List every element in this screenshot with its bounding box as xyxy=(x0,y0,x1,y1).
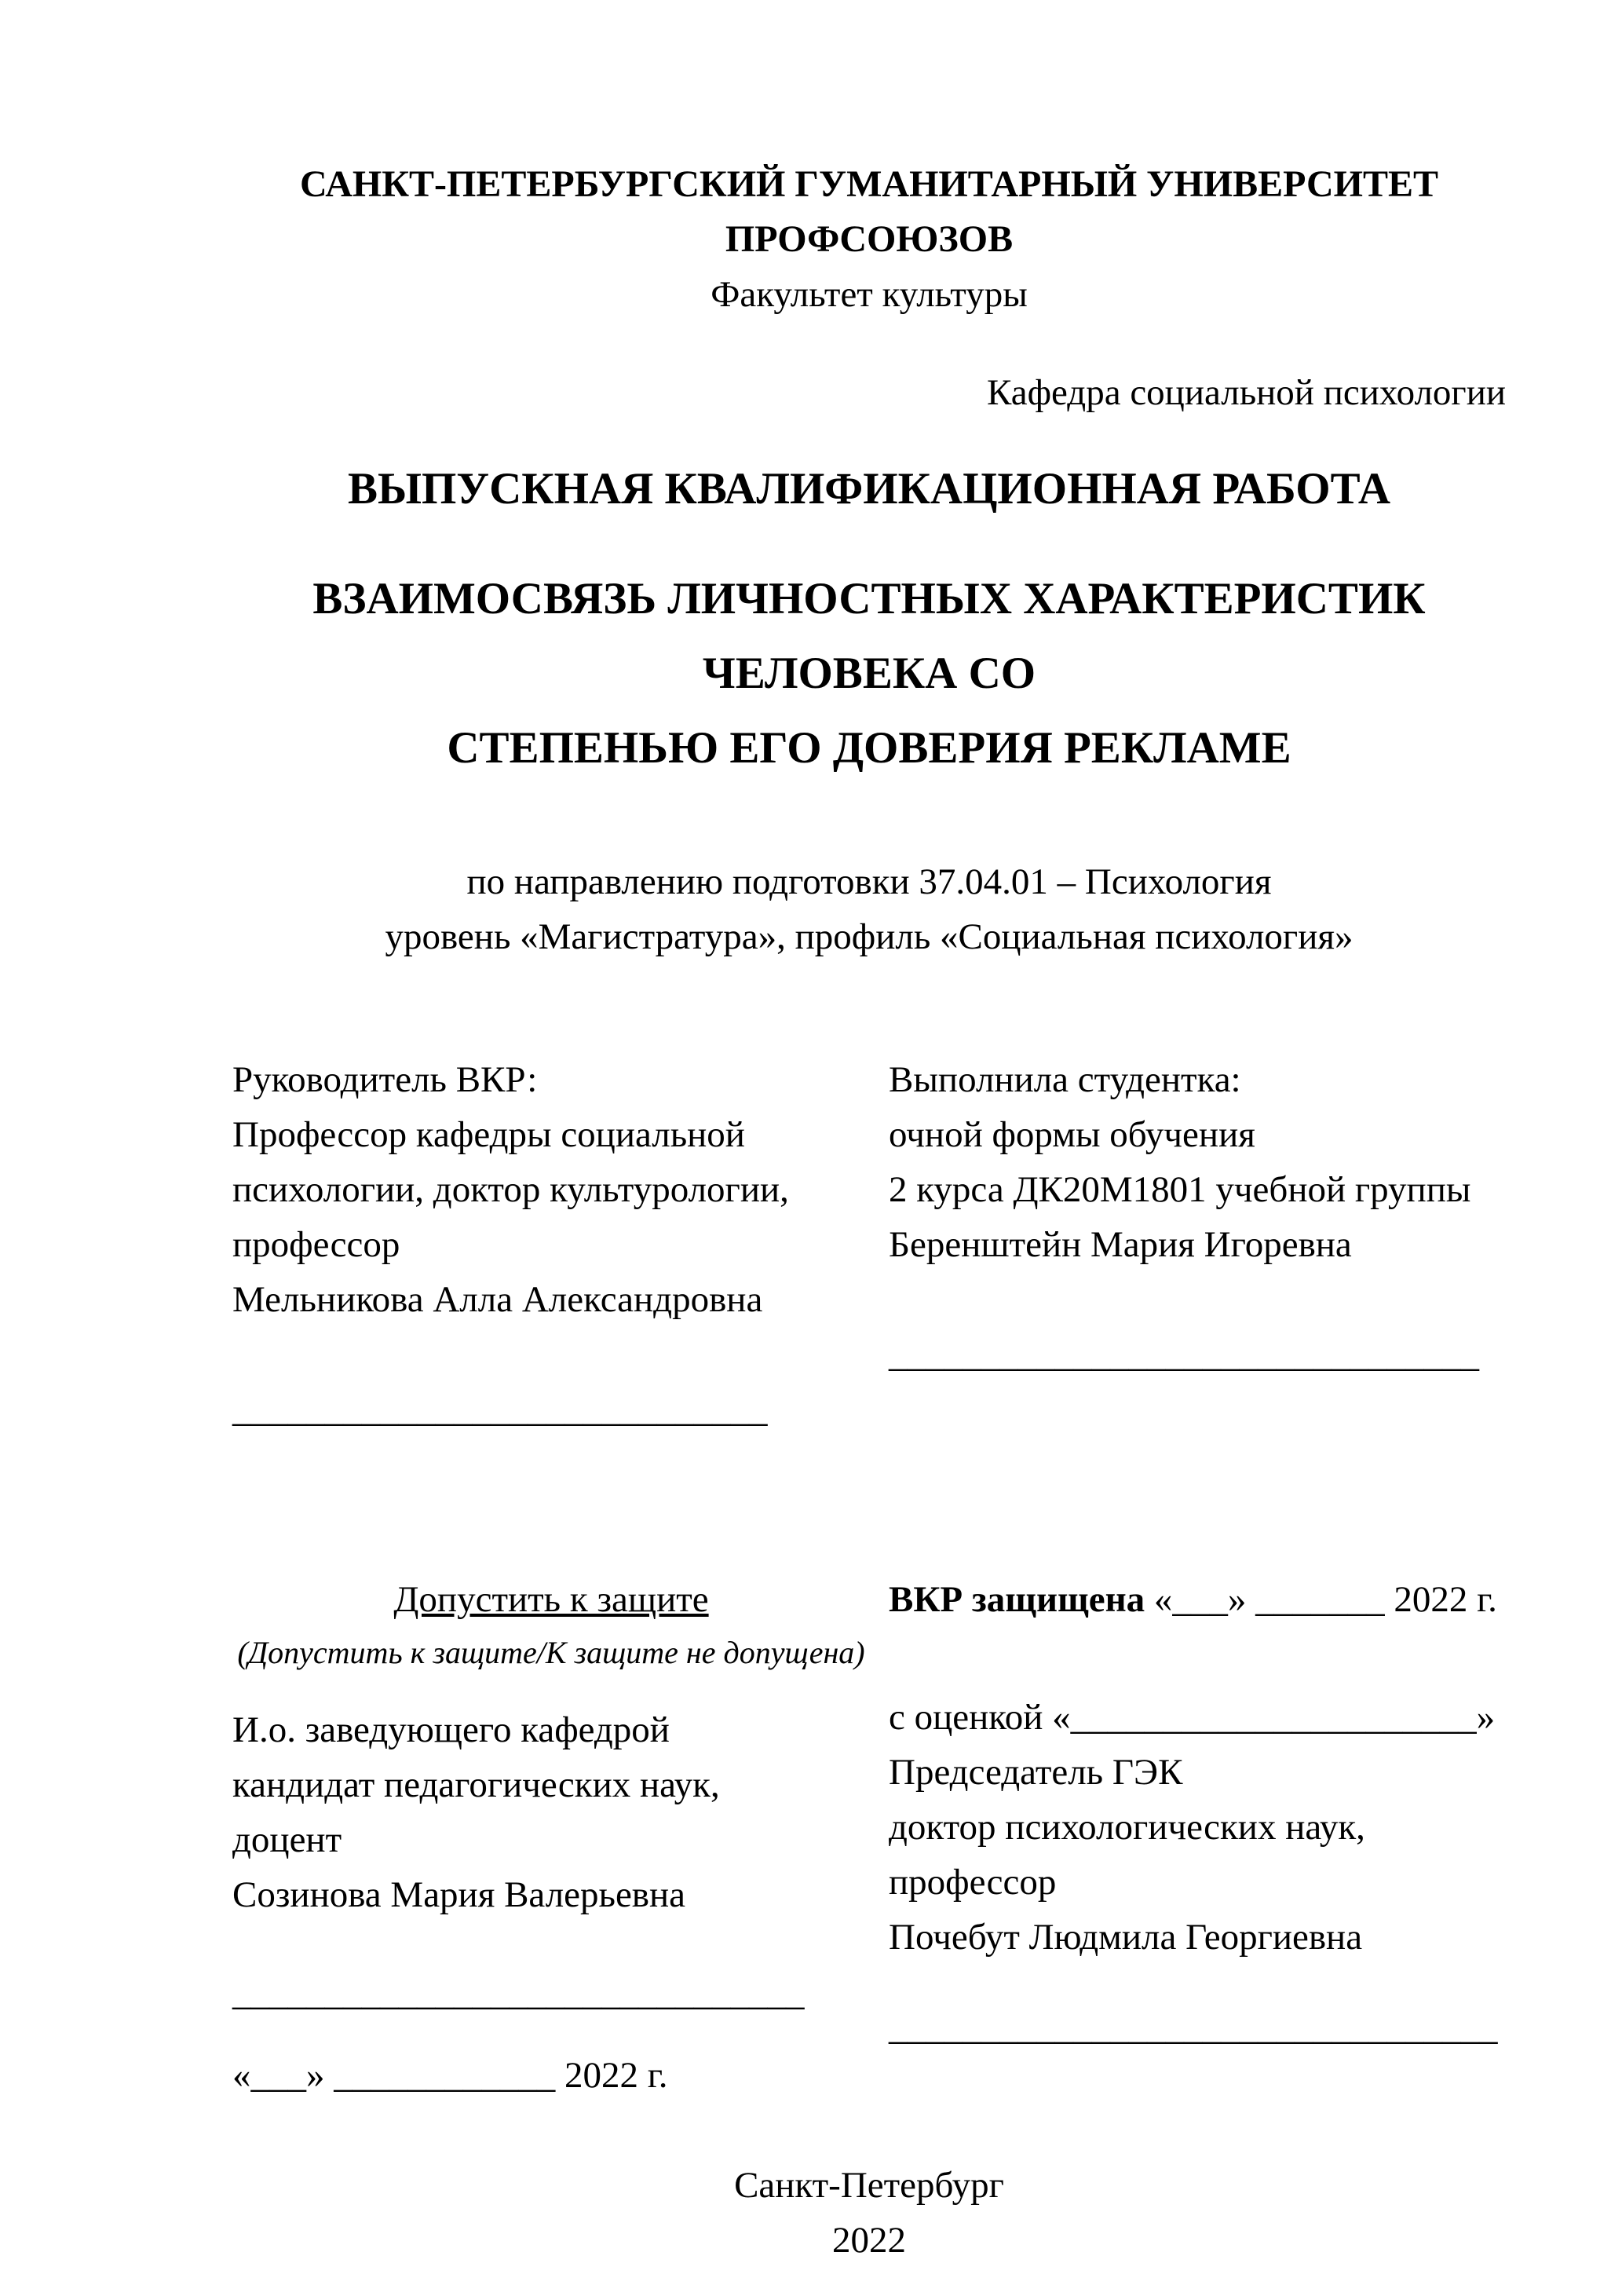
admission-block xyxy=(232,1572,870,2103)
admission-title: Допустить к защите xyxy=(393,1579,709,1620)
defense-block xyxy=(889,1572,1506,2055)
student-block xyxy=(889,1052,1506,1382)
department-name: Кафедра социальной психологии xyxy=(987,372,1506,413)
direction-line: по направлению подготовки 37.04.01 – Психология xyxy=(466,861,1272,902)
admission-date-line: «___» ____________ 2022 г. xyxy=(232,2055,668,2096)
spacer xyxy=(889,1272,1506,1327)
footer xyxy=(232,2158,1506,2268)
defense-chairman-line: профессор xyxy=(889,1862,1057,1903)
defense-chairman-line: доктор психологических наук, xyxy=(889,1807,1365,1848)
work-type-heading: ВЫПУСКНАЯ КВАЛИФИКАЦИОННАЯ РАБОТА xyxy=(347,464,1390,514)
level-line: уровень «Магистратура», профиль «Социальная психология» xyxy=(385,916,1353,957)
thesis-title-line-1: ВЗАИМОСВЯЗЬ ЛИЧНОСТНЫХ ХАРАКТЕРИСТИК ЧЕЛОВЕКА СО xyxy=(312,574,1426,698)
supervisor-name: Мельникова Алла Александровна xyxy=(232,1279,763,1320)
thesis-title-line-2: СТЕПЕНЬЮ ЕГО ДОВЕРИЯ РЕКЛАМЕ xyxy=(447,723,1291,773)
supervisor-line: психологии, доктор культурологии, xyxy=(232,1169,789,1210)
footer-city: Санкт-Петербург xyxy=(734,2165,1004,2206)
admission-official-line: доцент xyxy=(232,1819,342,1860)
spacer xyxy=(232,1327,870,1382)
supervisor-line: профессор xyxy=(232,1224,400,1265)
admission-official-line: И.о. заведующего кафедрой xyxy=(232,1709,670,1750)
admission-official-line: кандидат педагогических наук, xyxy=(232,1764,720,1805)
admission-note: (Допустить к защите/К защите не допущена) xyxy=(237,1635,865,1670)
admission-official-name: Созинова Мария Валерьевна xyxy=(232,1874,686,1915)
footer-year: 2022 xyxy=(832,2220,906,2261)
defense-chairman-name: Почебут Людмила Георгиевна xyxy=(889,1917,1363,1958)
signatures-top-section xyxy=(232,1052,1506,1437)
thesis-title xyxy=(232,561,1506,785)
defense-grade-line: с оценкой «______________________» xyxy=(889,1697,1496,1738)
student-label: Выполнила студентка: xyxy=(889,1059,1241,1100)
admission-signature-line: _______________________________ xyxy=(232,1972,805,2013)
spacer xyxy=(889,1627,1506,1690)
approval-section xyxy=(232,1572,1506,2103)
supervisor-signature-line: _____________________________ xyxy=(232,1389,768,1430)
supervisor-label: Руководитель ВКР: xyxy=(232,1059,538,1100)
spacer xyxy=(889,1965,1506,2000)
student-signature-line: ________________________________ xyxy=(889,1334,1479,1375)
defense-signature-line: _________________________________ xyxy=(889,2007,1498,2048)
spacer xyxy=(232,1922,870,1965)
defense-status-line xyxy=(889,1572,1506,1627)
university-name: САНКТ-ПЕТЕРБУРГСКИЙ ГУМАНИТАРНЫЙ УНИВЕРСИТЕТ ПРОФСОЮЗОВ xyxy=(299,163,1439,260)
defense-chairman-line: Председатель ГЭК xyxy=(889,1752,1183,1793)
student-line: очной формы обучения xyxy=(889,1114,1255,1155)
supervisor-block xyxy=(232,1052,870,1437)
faculty-name: Факультет культуры xyxy=(711,274,1028,315)
student-name: Беренштейн Мария Игоревна xyxy=(889,1224,1352,1265)
student-line: 2 курса ДК20М1801 учебной группы xyxy=(889,1169,1471,1210)
supervisor-line: Профессор кафедры социальной xyxy=(232,1114,745,1155)
defense-status-label: ВКР защищена xyxy=(889,1579,1145,1620)
defense-status-rest: «___» _______ 2022 г. xyxy=(1153,1579,1497,1620)
spacer xyxy=(232,1679,870,1702)
spacer xyxy=(232,2020,870,2048)
